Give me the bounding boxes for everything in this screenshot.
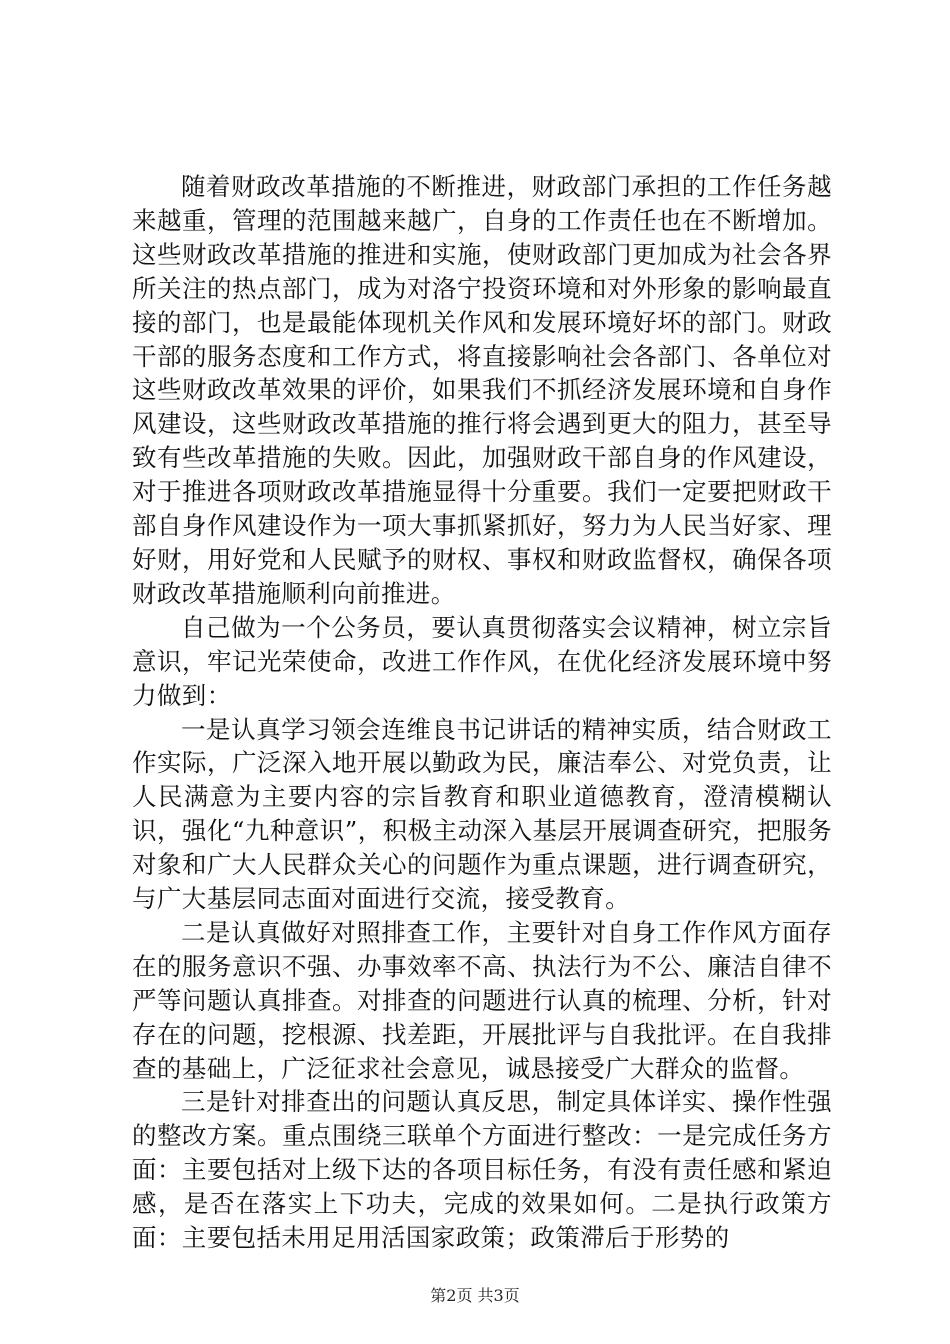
paragraph-4: 二是认真做好对照排查工作，主要针对自身工作作风方面存在的服务意识不强、办事效率不高、执法行为不公、廉洁自律不严等问题认真排查。对排查的问题进行认真的梳理、分析，针对存在的问题，挖根源、找差距，开展批评与自我批评。在自我排查的基础上，广泛征求社会意见，诚恳接受广大群众的监督。 [132,917,832,1083]
paragraph-1: 随着财政改革措施的不断推进，财政部门承担的工作任务越来越重，管理的范围越来越广，自身的工作责任也在不断增加。这些财政改革措施的推进和实施，使财政部门更加成为社会各界所关注的热点部门，成为对洛宁投资环境和对外形象的影响最直接的部门，也是最能体现机关作风和发展环境好坏的部门。财政干部的服务态度和工作方式，将直接影响社会各部门、各单位对这些财政改革效果的评价，如果我们不抓经济发展环境和自身作风建设，这些财政改革措施的推行将会遇到更大的阻力，甚至导致有些改革措施的失败。因此，加强财政干部自身的作风建设，对于推进各项财政改革措施显得十分重要。我们一定要把财政干部自身作风建设作为一项大事抓紧抓好，努力为人民当好家、理好财，用好党和人民赋予的财权、事权和财政监督权，确保各项财政改革措施顺利向前推进。 [132,172,832,608]
paragraph-3: 一是认真学习领会连维良书记讲话的精神实质，结合财政工作实际，广泛深入地开展以勤政为民，廉洁奉公、对党负责，让人民满意为主要内容的宗旨教育和职业道德教育，澄清模糊认识，强化“九种意识”，积极主动深入基层开展调查研究，把服务对象和广大人民群众关心的问题作为重点课题，进行调查研究，与广大基层同志面对面进行交流，接受教育。 [132,714,832,914]
document-body [132,170,832,1255]
paragraph-5: 三是针对排查出的问题认真反思，制定具体详实、操作性强的整改方案。重点围绕三联单个方面进行整改：一是完成任务方面：主要包括对上级下达的各项目标任务，有没有责任感和紧迫感，是否在落实上下功夫，完成的效果如何。二是执行政策方面：主要包括未用足用活国家政策；政策滞后于形势的 [132,1087,832,1253]
paragraph-2: 自己做为一个公务员，要认真贯彻落实会议精神，树立宗旨意识，牢记光荣使命，改进工作作风，在优化经济发展环境中努力做到： [132,612,832,710]
page-number-footer: 第2页 共3页 [430,1286,520,1305]
